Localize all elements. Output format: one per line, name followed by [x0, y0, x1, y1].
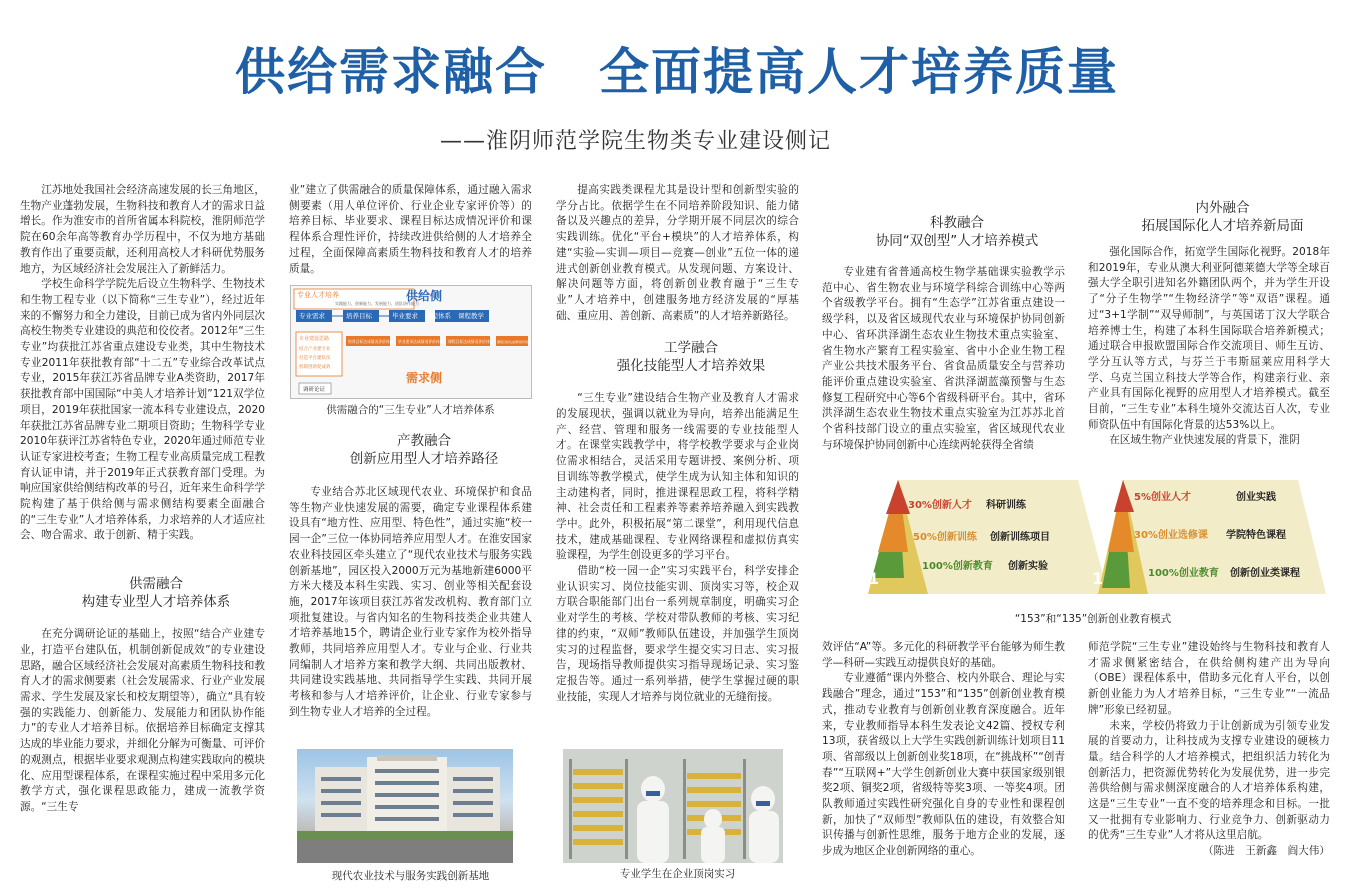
diagram-svg	[291, 286, 531, 398]
column-2	[289, 183, 532, 277]
pyramid-label: 创新创业类课程	[1230, 568, 1300, 579]
paragraph: 在区域生物产业快速发展的背景下，淮阴	[1109, 434, 1300, 447]
paragraph: 效评估“A”等。多元化的科研教学平台能够为师生教学—科研—实践互动提供良好的基础。	[822, 641, 1065, 669]
pyramid-level: 5%创业人才	[1134, 492, 1191, 503]
diagram-box: 培养目标	[346, 312, 372, 320]
paragraph: 业”建立了供需融合的质量保障体系，通过融入需求侧要素（用人单位评价、行业企业专家评价等）的培养目标、毕业要求、课程目标达成情况评价和课程体系合理性评价，持续改进供给侧的人才培养全过程，全面保障高素质生物科技和教育人才的培养质量。	[289, 184, 532, 275]
diagram-box: 专业需求	[299, 312, 325, 320]
byline: （陈进 王新鑫 阎大伟）	[1202, 845, 1330, 858]
pyramid-label: 学院特色课程	[1226, 530, 1286, 541]
supply-demand-diagram	[290, 285, 532, 399]
pyramid-label: 创新实验	[1008, 561, 1048, 572]
column-4	[822, 214, 1065, 453]
diagram-left-box: 打造平台建队伍	[299, 356, 331, 361]
paragraph: 在充分调研论证的基础上，按照“结合产业建专业，打造平台建队伍，机制创新促成效”的专业建设思路，融合区域经济社会发展对高素质生物科技和教育人才的需求侧要素（社会发展需求、行业产业发展需求、学生发展及家长和校友期望等），确立“具有较强的实践能力、创新能力、发展能力和团队协作能力”的专业人才培养目标。依据培养目标确定支撑其达成的毕业能力要求，并细化分解为可衡量、可评价的观测点，根据毕业要求观测点构建实践取向的模块化、应用型课程体系，在课程实施过程中采用多元化教学方式，强化课程思政能力，建成一流教学资源。“三生专	[20, 628, 265, 813]
pyramid-level: 100%创业教育	[1148, 568, 1219, 579]
internship-svg	[563, 749, 783, 863]
section-heading: 创新应用型人才培养路径	[349, 451, 499, 467]
section-heading: 内外融合	[1195, 200, 1250, 216]
column-1	[20, 183, 265, 888]
pyramid-level: 100%创新教育	[922, 561, 993, 572]
pyramid-level: 50%创新训练	[913, 532, 977, 543]
paragraph: 江苏地处我国社会经济高速发展的长三角地区，生物产业蓬勃发展，生物科技和教育人才的需求日益增长。作为淮安市的首所省属本科院校，淮阴师范学院在60余年高等教育办学历程中，不仅为地方基础教育作出了重要贡献，还利用高校人才科研优势服务地方，为区域经济社会发展注入了新鲜活力。	[20, 184, 265, 275]
paragraph: 师范学院“三生专业”建设始终与生物科技和教育人才需求侧紧密结合，在供给侧构建产出为导向（OBE）课程体系中，借助多元化育人平台，以创新创业能力为人才培养目标，“三生专业”“一流品牌”形象已经初显。	[1088, 641, 1330, 716]
diagram-eval-box: 培养目标达成情况评价体系	[348, 339, 394, 344]
pyramid-label: 创新训练项目	[990, 532, 1050, 543]
pyramid-figure	[858, 472, 1328, 602]
column-3	[556, 183, 799, 705]
column-5	[1088, 199, 1330, 449]
diagram-box: 课程教学	[458, 312, 484, 320]
pyramid-level: 30%创新人才	[908, 500, 972, 511]
diagram-left-box: 结合产业建专业	[299, 347, 331, 352]
diagram-left-box: 专业建设思路	[299, 336, 330, 342]
photo-internship	[563, 749, 783, 863]
diagram-eval-box: 课程目标达成情况评价体系	[497, 340, 531, 344]
pyramid-caption: “153”和“135”创新创业教育模式	[1014, 613, 1172, 625]
paragraph: 未来，学校仍将致力于让创新成为引领专业发展的首要动力，让科技成为支撑专业建设的硬核力量。结合科学的人才培养模式，把组织活力转化为创新活力，把资源优势转化为发展优势，进一步完善供给侧与需求侧深度融合的人才培养体系构建，这是“三生专业”一直不变的培养理念和目标。一批又一批拥有专业影响力、行业竞争力、创新驱动力的优秀“三生专业”人才将从这里启航。	[1088, 719, 1330, 842]
column-5-lower	[1088, 640, 1330, 860]
section-heading: 产教融合	[397, 433, 451, 449]
paragraph: 借助“校一园一企”实习实践平台，科学安排企业认识实习、岗位技能实训、顶岗实习等，校企双方联合职能部门出台一系列规章制度，明确实习企业对学生的考核、学校对带队教师的考核、实习纪律的约束，“双师”教师队伍建设，并加强学生顶岗实习的过程监督，要求学生提交实习日志、实习报告，现场指导教师提供实习指导现场记录、实习鉴定报告等。通过一系列举措，使学生掌握过硬的职业技能，实现人才培养与岗位就业的无缝衔接。	[556, 565, 799, 703]
pyramid-svg	[858, 472, 1328, 602]
diagram-demand-label: 需求侧	[406, 371, 443, 385]
diagram-bottom-label: 调研论证	[303, 387, 326, 393]
section-heading: 强化技能型人才培养效果	[616, 358, 766, 375]
section-heading: 拓展国际化人才培养新局面	[1141, 218, 1304, 234]
photo-building	[297, 749, 513, 863]
column-4-lower	[822, 640, 1065, 860]
section-heading: 构建专业型人才培养体系	[81, 594, 231, 611]
photo-caption: 专业学生在企业顶岗实习	[619, 868, 736, 880]
pyramid-number: 5	[1094, 489, 1106, 508]
diagram-top-label: 专业人才培养	[297, 291, 339, 299]
building-svg	[297, 749, 513, 863]
pyramid-number: 1	[868, 569, 880, 588]
page-subtitle: ——淮阴师范学院生物类专业建设侧记	[440, 129, 832, 154]
page-title: 供给需求融合 全面提高人才培养质量	[235, 43, 1119, 101]
column-2-lower	[289, 432, 532, 721]
section-heading: 协同“双创型”人才培养模式	[875, 233, 1039, 249]
paragraph: 学校生命科学学院先后设立生物科学、生物技术和生物工程专业（以下简称“三生专业”），经过近年来的不懈努力和全力建设，目前已成为省内外同层次高校生物类专业建设的典范和佼佼者。2012年“三生专业”均获批江苏省重点建设专业类，其中生物技术专业2011年获批教育部“十二五”专业综合改革试点专业，2015年获江苏省品牌专业A类资助，2017年获批教育部中国国际“中美人才培养计划”121双学位项目，2019年获批国家一流本科专业建设点，2020年获批江苏省品牌专业二期项目资助；生物科学专业2010年获评江苏省特色专业，2020年通过师范专业认证专家进校考查；生物工程专业高质量完成工程教育认证申请，并于2019年正式获教育部门受理。为响应国家供给侧结构改革的号召，近年来生命科学学院构建了基于供给侧与需求侧结构要素全面融合的“三生专业”人才培养体系，力求培养的人才适应社会、吻合需求、敢于创新、精于实践。	[20, 278, 265, 542]
diagram-box: 课程体系	[425, 312, 451, 320]
photo-caption: 现代农业技术与服务实践创新基地	[331, 870, 490, 882]
section-heading: 科教融合	[930, 215, 984, 231]
pyramid-number: 5	[868, 529, 880, 548]
pyramid-number: 3	[1092, 525, 1104, 544]
paragraph: 专业建有省普通高校生物学基础课实验教学示范中心、省生物农业与环境学科综合训练中心等两个省级教学平台。拥有“生态学”江苏省重点建设一级学科，以及省区域现代农业与环境保护协同创新中心、省环洪泽湖生态农业生物技术重点实验室、省生物水产繁育工程实验室、省中小企业生物工程产业公共技术服务平台、省食品质量安全与营养功能评价重点建设实验室、省洪泽湖蓝藻预警与生态修复工程研究中心等6个省级科研平台。其中，省环洪泽湖生态农业生物技术重点实验室为江苏苏北首个省科技部门设立的重点实验室，省区域现代农业与环境保护协同创新中心连续两轮获得全省绩	[822, 266, 1065, 451]
diagram-box: 毕业要求	[392, 312, 418, 320]
pyramid-number: 3	[870, 497, 882, 516]
paragraph: 提高实践类课程尤其是设计型和创新型实验的学分占比。依据学生在不同培养阶段知识、能力储备以及兴趣点的差异，分学期开展不同层次的综合实践训练。优化“平台+模块”的人才培养体系，构建“实验—实训—项目—竞赛—创业”五位一体的递进式创新创业教育模式。从发现问题、方案设计、解决问题等方面，将创新创业教育融于“三生专业”人才培养中，创建服务地方经济发展的“厚基础、重应用、善创新、高素质”的人才培养新路径。	[556, 184, 799, 322]
pyramid-label: 科研训练	[986, 500, 1026, 511]
section-heading: 供需融合	[129, 576, 183, 593]
diagram-caption: 供需融合的“三生专业”人才培养体系	[326, 404, 495, 416]
pyramid-label: 创业实践	[1236, 492, 1276, 503]
paragraph: 专业遵循“课内外整合、校内外联合、理论与实践融合”理念，通过“153”和“135”创新创业教育模式，推动专业教育与创新创业教育深度融合。近年来，专业教师指导本科生发表论文42篇、授权专利13项，获省级以上大学生实践创新训练计划项目11项、省部级以上创新创业奖18项，在“挑战杯”“创青春”“互联网+”大学生创新创业大赛中获国家级别银奖2项、铜奖2项，省级特等奖3项、一等奖4项。团队教师通过实践性研究强化自身的专业性和课程创新，加快了“双师型”教师队伍的建设，有效整合知识传播与创新性思维，服务于地方企业的发展，逐步成为地区企业创新网络的重心。	[822, 672, 1065, 858]
pyramid-number: 1	[1092, 569, 1104, 588]
pyramid-level: 30%创业选修课	[1134, 530, 1208, 541]
diagram-left-box: 机制创新促成效	[299, 365, 331, 370]
diagram-supply-label: 供给侧	[406, 289, 443, 303]
paragraph: 强化国际合作，拓宽学生国际化视野。2018年和2019年，专业从澳大利亚阿德莱德大学等全球百强大学全职引进知名外籍团队两个，并为学生开设了“分子生物学”“生物经济学”等“双语”课程。通过“3+1学制”“双导师制”，与英国诺丁汉大学联合培养博士生，构建了本科生国际联合培养新模式；通过联合申报欧盟国际合作交流项目、师生互访、学分互认等方式，与芬兰于韦斯屈莱应用科学大学、乌克兰国立科技大学等合作，构建亲行业、亲产业具有国际化视野的应用型人才培养模式。截至目前，“三生专业”本科生境外交流达百人次，专业师资队伍中有国际化背景的达53%以上。	[1088, 246, 1330, 431]
paragraph: “三生专业”建设结合生物产业及教育人才需求的发展现状，强调以就业为导向，培养出能满足生产、经营、管理和服务一线需要的专业技能型人才。在课堂实践教学中，将学校教学要求与企业岗位需求相结合，灵活采用专题讲授、案例分析、项目训练等教学模式，使学生成为认知主体和知识的主动建构者，同时，推进课程思政工程，将科学精神、社会责任和工程素养等素养培养融入到实践教学中。此外，积极拓展“第二课堂”，利用现代信息技术，建成基础课程、专业网络课程和虚拟仿真实验课程，为学生创设更多的学习平台。	[556, 392, 799, 562]
diagram-eval-box: 毕业要求达成情况评价体系	[398, 339, 444, 344]
diagram-eval-box: 课程目标达成情况评价体系	[448, 339, 494, 344]
paragraph: 专业结合苏北区域现代农业、环境保护和食品等生物产业快速发展的需要，确定专业课程体系建设具有“地方性、应用型、特色性”，通过实施“校一园一企”三位一体协同培养应用型人才。在淮安国家农业科技园区牵头建立了“现代农业技术与服务实践创新基地”，园区投入2000万元为基地新建6000平方米大楼及本科生实践、实习、创业等相关配套设施，2017年该项目获江苏省发改机构、教育部门立项批复建设。与省内知名的生物科技类企业共建人才培养基地15个，聘请企业行业专家作为校外指导教师，共同培养应用型人才。专业与企业、行业共同编制人才培养方案和教学大纲、共同出版教材、共同建设实践基地、共同指导学生实践、共同开展考核和参与人才培养评价，让企业、行业专家参与到生物专业人才培养的全过程。	[289, 486, 532, 718]
section-heading: 工学融合	[664, 340, 718, 357]
diagram-top-sub: 实践能力、创新能力、发展能力、团队协作能力	[335, 301, 419, 306]
